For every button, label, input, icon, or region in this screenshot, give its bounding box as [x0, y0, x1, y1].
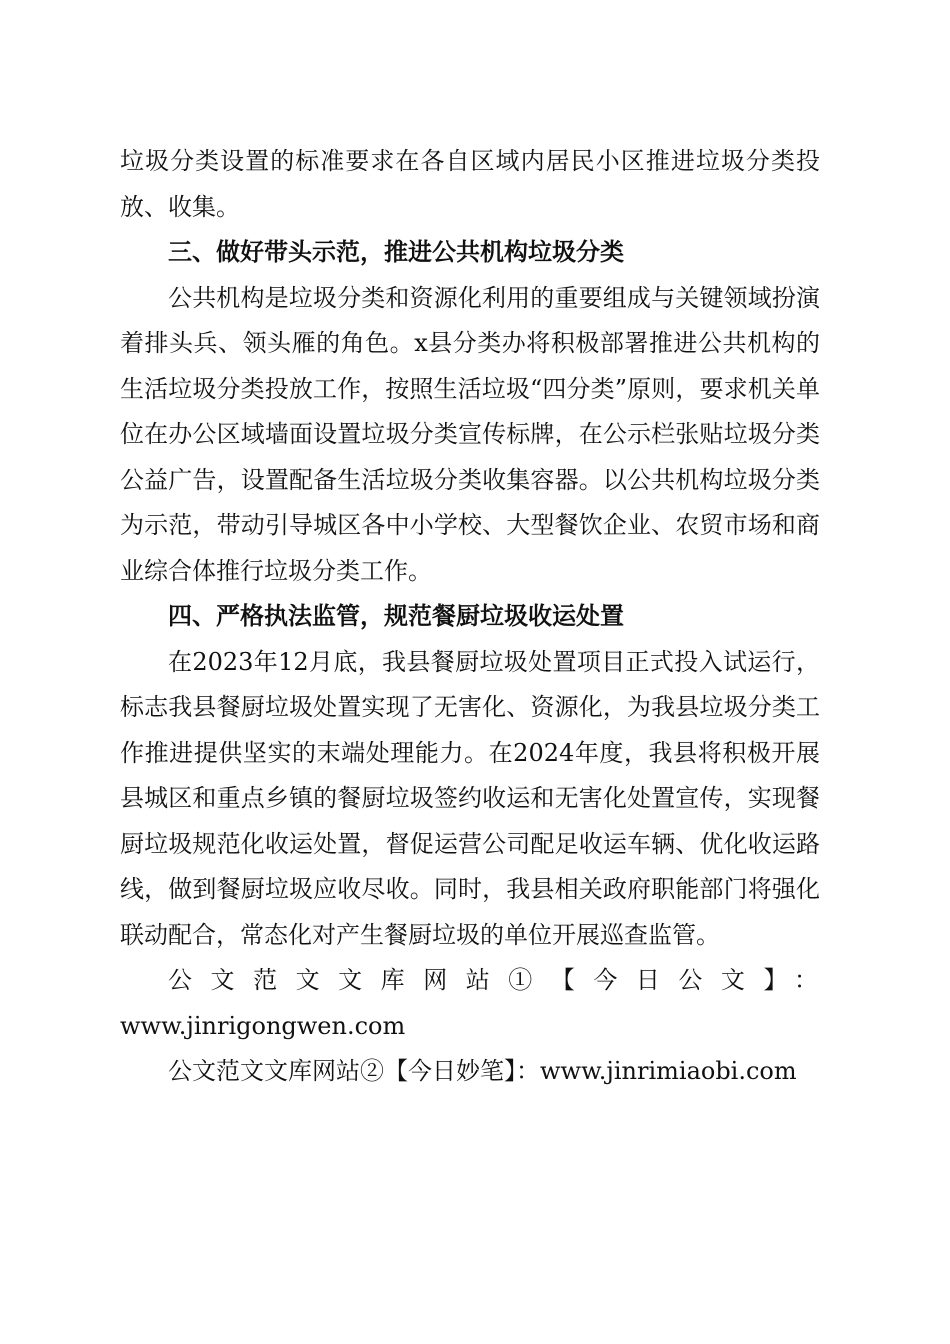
section-3-heading: 三、做好带头示范，推进公共机构垃圾分类	[168, 238, 624, 266]
website-1-url: www.jinrigongwen.com	[120, 1011, 406, 1040]
paragraph-continuation: 垃圾分类设置的标准要求在各自区域内居民小区推进垃圾分类投放、收集。	[120, 147, 820, 221]
website-2-line: 公文范文文库网站②【今日妙笔】：www.jinrimiaobi.com	[168, 1057, 797, 1085]
website-1-label: 公文范文文库网站①【今日公文】：	[168, 966, 820, 994]
section-4-paragraph: 在2023年12月底，我县餐厨垃圾处置项目正式投入试运行，标志我县餐厨垃圾处置实现了无害化、资源化，为我县垃圾分类工作推进提供坚实的末端处理能力。在2024年度，我县将积极开展县城区和重点乡镇的餐厨垃圾签约收运和无害化处置宣传，实现餐厨垃圾规范化收运处置，督促运营公司配足收运车辆、优化收运路线，做到餐厨垃圾应收尽收。同时，我县相关政府职能部门将强化联动配合，常态化对产生餐厨垃圾的单位开展巡查监管。	[120, 647, 820, 949]
document-body	[120, 139, 820, 1095]
section-4-heading: 四、严格执法监管，规范餐厨垃圾收运处置	[168, 602, 624, 630]
section-3-paragraph: 公共机构是垃圾分类和资源化利用的重要组成与关键领域扮演着排头兵、领头雁的角色。x县分类办将积极部署推进公共机构的生活垃圾分类投放工作，按照生活垃圾“四分类”原则，要求机关单位在办公区域墙面设置垃圾分类宣传标牌，在公示栏张贴垃圾分类公益广告，设置配备生活垃圾分类收集容器。以公共机构垃圾分类为示范，带动引导城区各中小学校、大型餐饮企业、农贸市场和商业综合体推行垃圾分类工作。	[120, 283, 820, 585]
